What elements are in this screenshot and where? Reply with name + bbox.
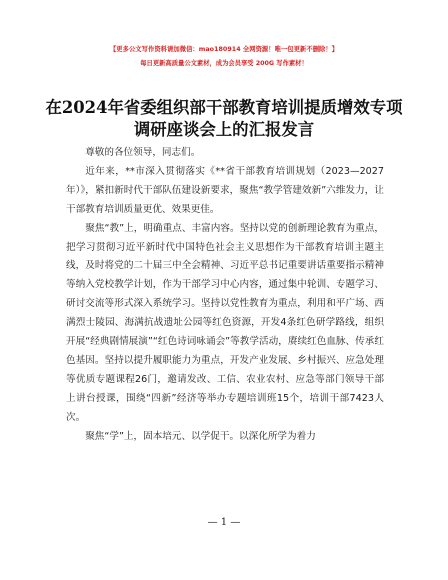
promo-banner-line-2: 每日更新高质量公文素材，成为会员享受 200G 写作素材！ — [140, 60, 308, 67]
paragraph-teaching: 聚焦“教”上，明确重点、丰富内容。坚持以党的创新理论教育为重点，把学习贯彻习近平新时代中国特色社会主义思想作为干部教育培训主题主线，及时将党的二十届三中全会精神、习近平总书记重要讲话重要指示精神等纳入党校教学计划，作为干部学习中心内容，通过集中轮训、专题学习、研讨交流等形式深入系统学习。坚持以党性教育为重点，利用和平广场、西满烈士陵园、海满抗战遗址公园等红色资源，开发4条红色研学路线，组织开展“经典剧情展演”“红色诗词咏诵会”等教学活动，赓续红色血脉、传承红色基因。坚持以提升履职能力为重点，开发产业发展、乡村振兴、应急处理等优质专题课程26门，邀请发改、工信、农业农村、应急等部门领导干部上讲台授课，围绕“四新”经济等举办专题培训班15个，培训干部7423人次。 — [66, 222, 384, 423]
document-body — [66, 144, 384, 447]
promo-banner-line-1: 【更多公文写作资料请加微信：mao180914 全网资源！唯一包更新不删除！】 — [109, 46, 339, 53]
paragraph-learning: 聚焦“学”上，固本培元、以学促干。以深化所学为着力 — [85, 430, 316, 442]
page-number: — 1 — — [207, 517, 241, 528]
paragraph-salutation: 尊敬的各位领导，同志们。 — [85, 147, 201, 158]
paragraph-intro: 近年来，**市深入贯彻落实《**省干部教育培训规划（2023—2027年）》，紧扣新时代干部队伍建设新要求，聚焦“教学管建效新”六维发力，让干部教育培训质量更优、效果更佳。 — [66, 165, 384, 215]
document-title: 在2024年省委组织部干部教育培训提质增效专项调研座谈会上的汇报发言 — [45, 98, 403, 139]
